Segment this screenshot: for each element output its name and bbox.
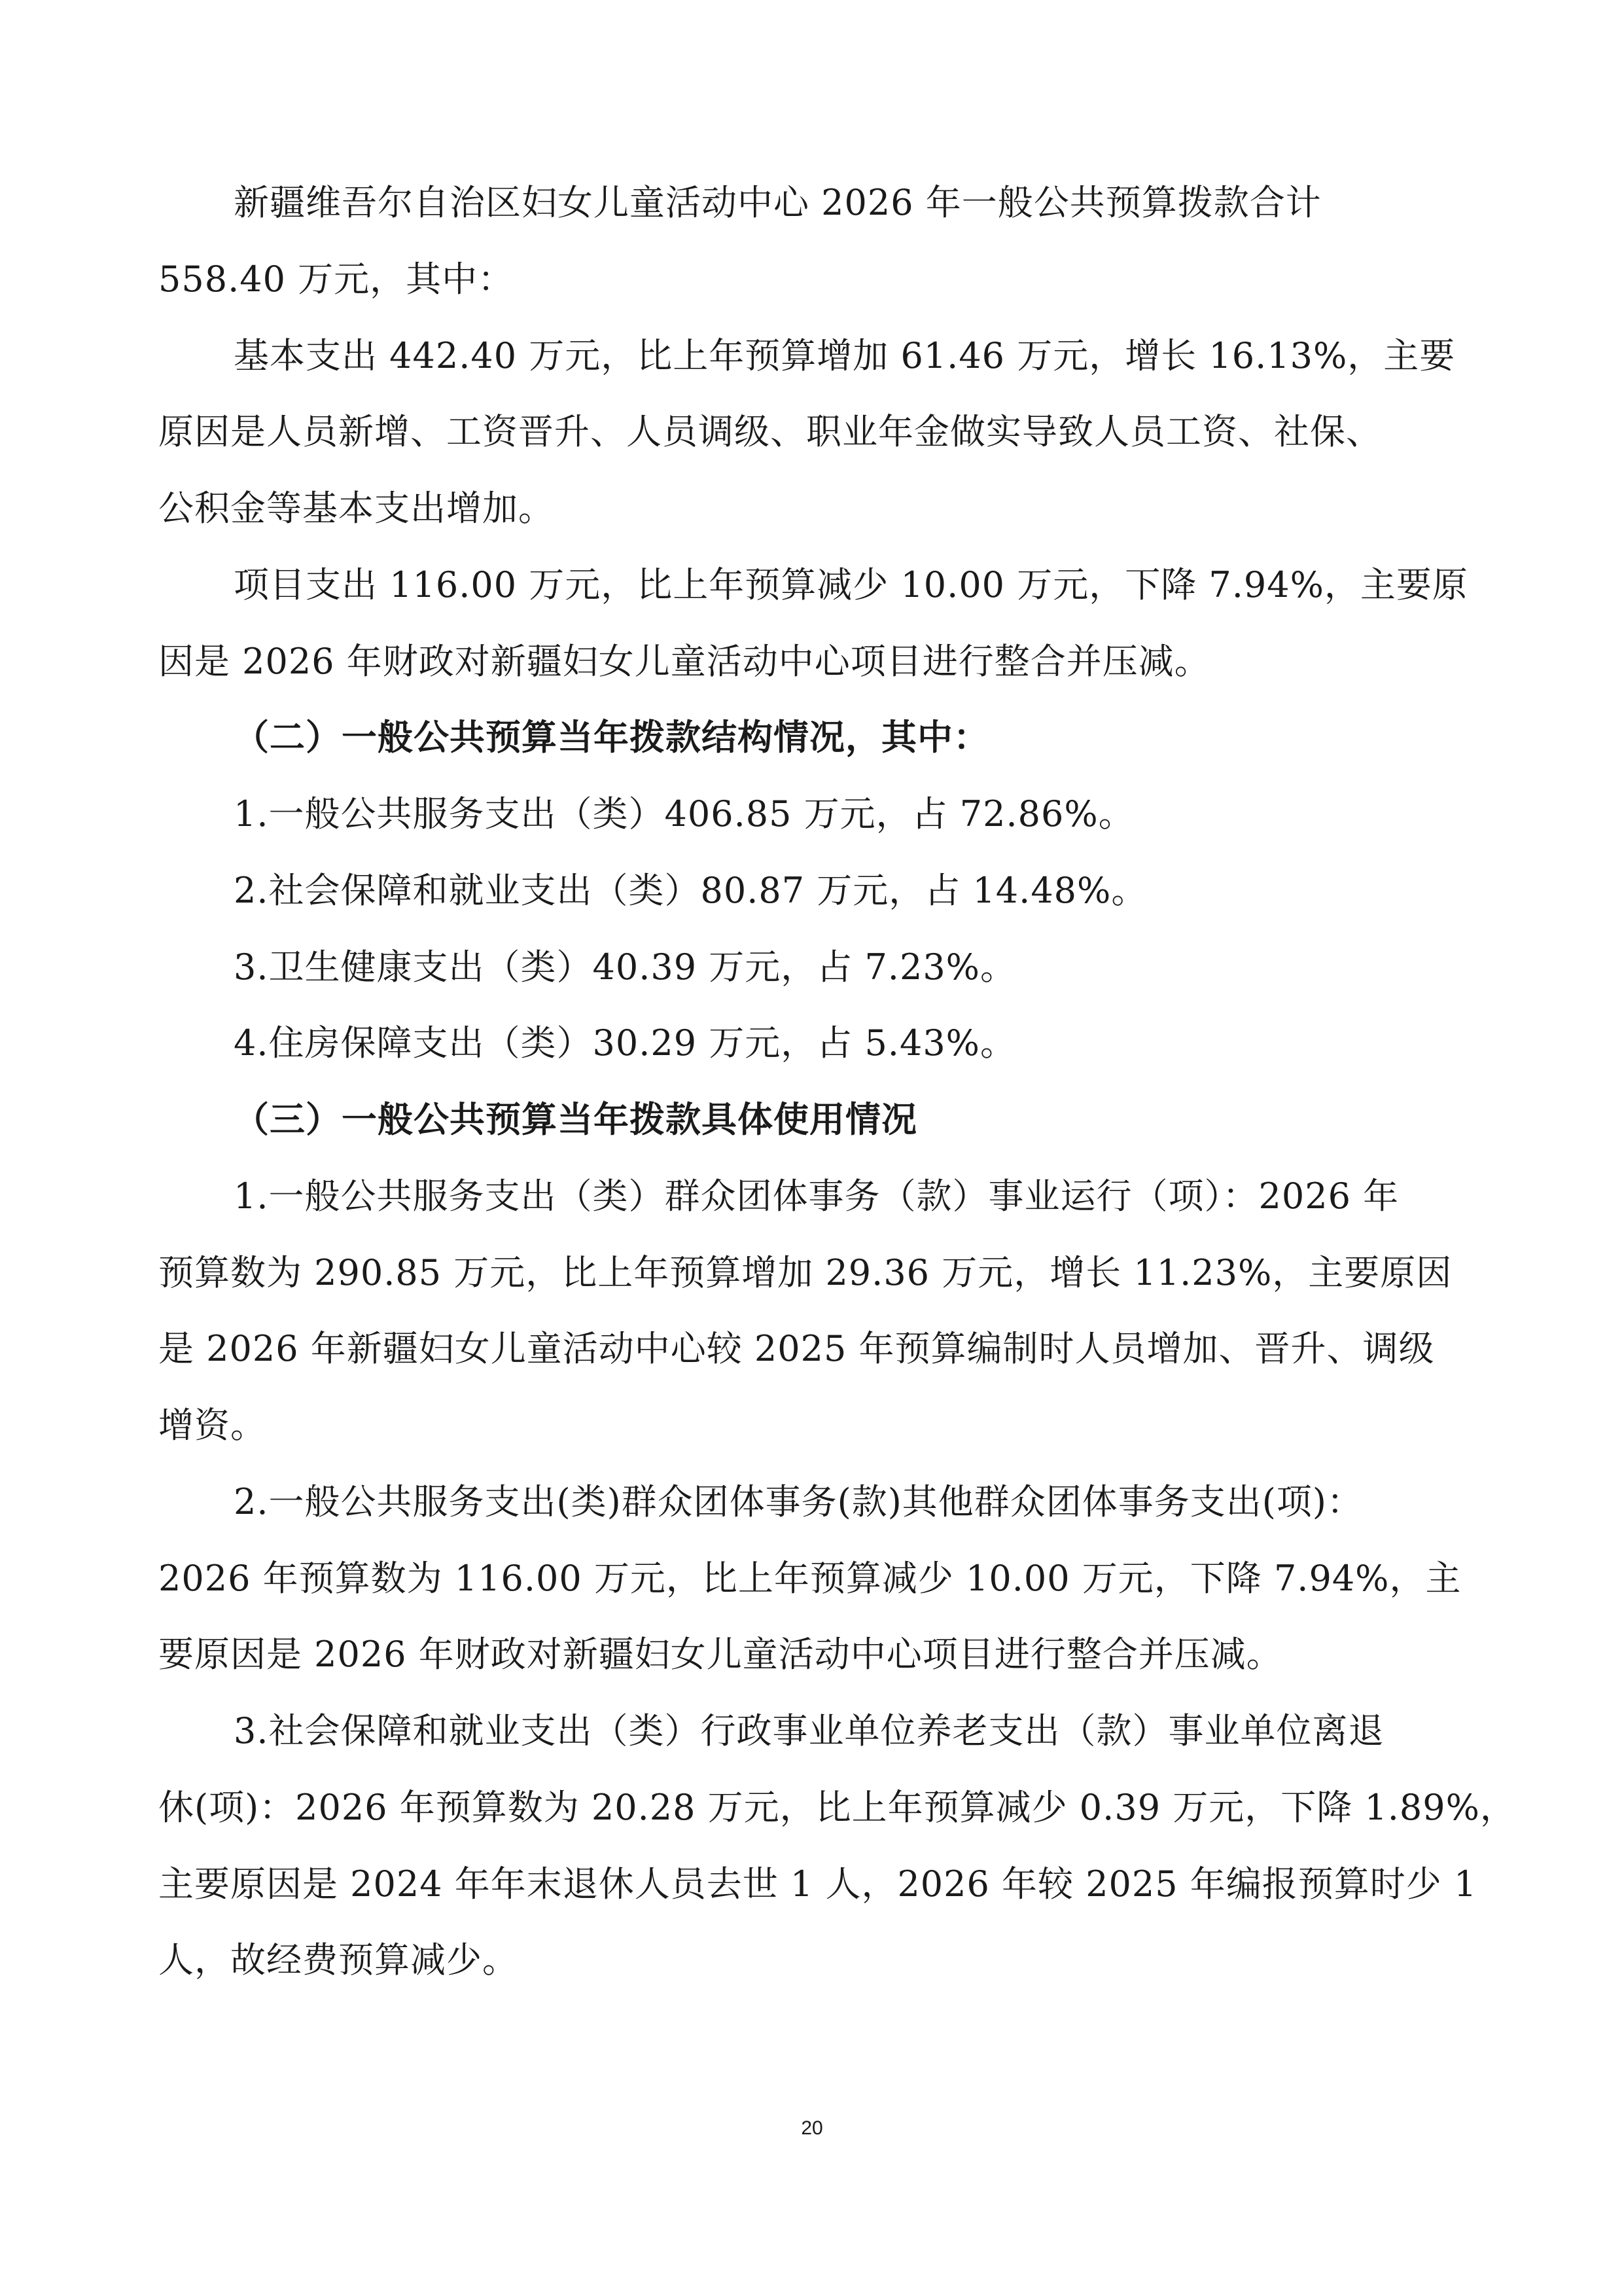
usage-item-3-line-2: 休(项)：2026 年预算数为 20.28 万元，比上年预算减少 0.39 万元，下降 1.89%，: [158, 1787, 1516, 1828]
paragraph-2-line-2: 原因是人员新增、工资晋升、人员调级、职业年金做实导致人员工资、社保、: [158, 411, 1382, 452]
page-number: 20: [801, 2117, 823, 2139]
usage-item-2-line-3: 要原因是 2026 年财政对新疆妇女儿童活动中心项目进行整合并压减。: [158, 1634, 1282, 1675]
paragraph-3-line-2: 因是 2026 年财政对新疆妇女儿童活动中心项目进行整合并压减。: [158, 641, 1210, 682]
paragraph-3-line-1: 项目支出 116.00 万元，比上年预算减少 10.00 万元，下降 7.94%，主要原: [234, 564, 1468, 605]
usage-item-1-line-4: 增资。: [158, 1405, 266, 1446]
usage-item-3-line-4: 人，故经费预算减少。: [158, 1939, 518, 1981]
usage-item-2-line-1: 2.一般公共服务支出(类)群众团体事务(款)其他群众团体事务支出(项)：: [234, 1481, 1363, 1522]
usage-item-3-line-1: 3.社会保障和就业支出（类）行政事业单位养老支出（款）事业单位离退: [234, 1710, 1385, 1751]
paragraph-2-line-1: 基本支出 442.40 万元，比上年预算增加 61.46 万元，增长 16.13%，主要: [234, 335, 1456, 376]
structure-item-2: 2.社会保障和就业支出（类）80.87 万元，占 14.48%。: [234, 870, 1148, 911]
structure-item-3: 3.卫生健康支出（类）40.39 万元，占 7.23%。: [234, 946, 1016, 988]
paragraph-1-line-1: 新疆维吾尔自治区妇女儿童活动中心 2026 年一般公共预算拨款合计: [234, 182, 1322, 223]
usage-item-1-line-1: 1.一般公共服务支出（类）群众团体事务（款）事业运行（项）：2026 年: [234, 1175, 1400, 1217]
usage-item-3-line-3: 主要原因是 2024 年年末退休人员去世 1 人，2026 年较 2025 年编报预算时少 1: [158, 1863, 1477, 1905]
paragraph-1-line-2: 558.40 万元，其中：: [158, 259, 514, 300]
usage-item-1-line-3: 是 2026 年新疆妇女儿童活动中心较 2025 年预算编制时人员增加、晋升、调级: [158, 1328, 1435, 1369]
structure-item-4: 4.住房保障支出（类）30.29 万元，占 5.43%。: [234, 1022, 1016, 1064]
structure-item-1: 1.一般公共服务支出（类）406.85 万元，占 72.86%。: [234, 793, 1135, 834]
section-heading-2: （二）一般公共预算当年拨款结构情况，其中：: [234, 717, 989, 758]
paragraph-2-line-3: 公积金等基本支出增加。: [158, 488, 554, 529]
usage-item-2-line-2: 2026 年预算数为 116.00 万元，比上年预算减少 10.00 万元，下降 7.94%，主: [158, 1558, 1462, 1599]
section-heading-3: （三）一般公共预算当年拨款具体使用情况: [234, 1099, 917, 1140]
usage-item-1-line-2: 预算数为 290.85 万元，比上年预算增加 29.36 万元，增长 11.23%，主要原因: [158, 1252, 1453, 1293]
